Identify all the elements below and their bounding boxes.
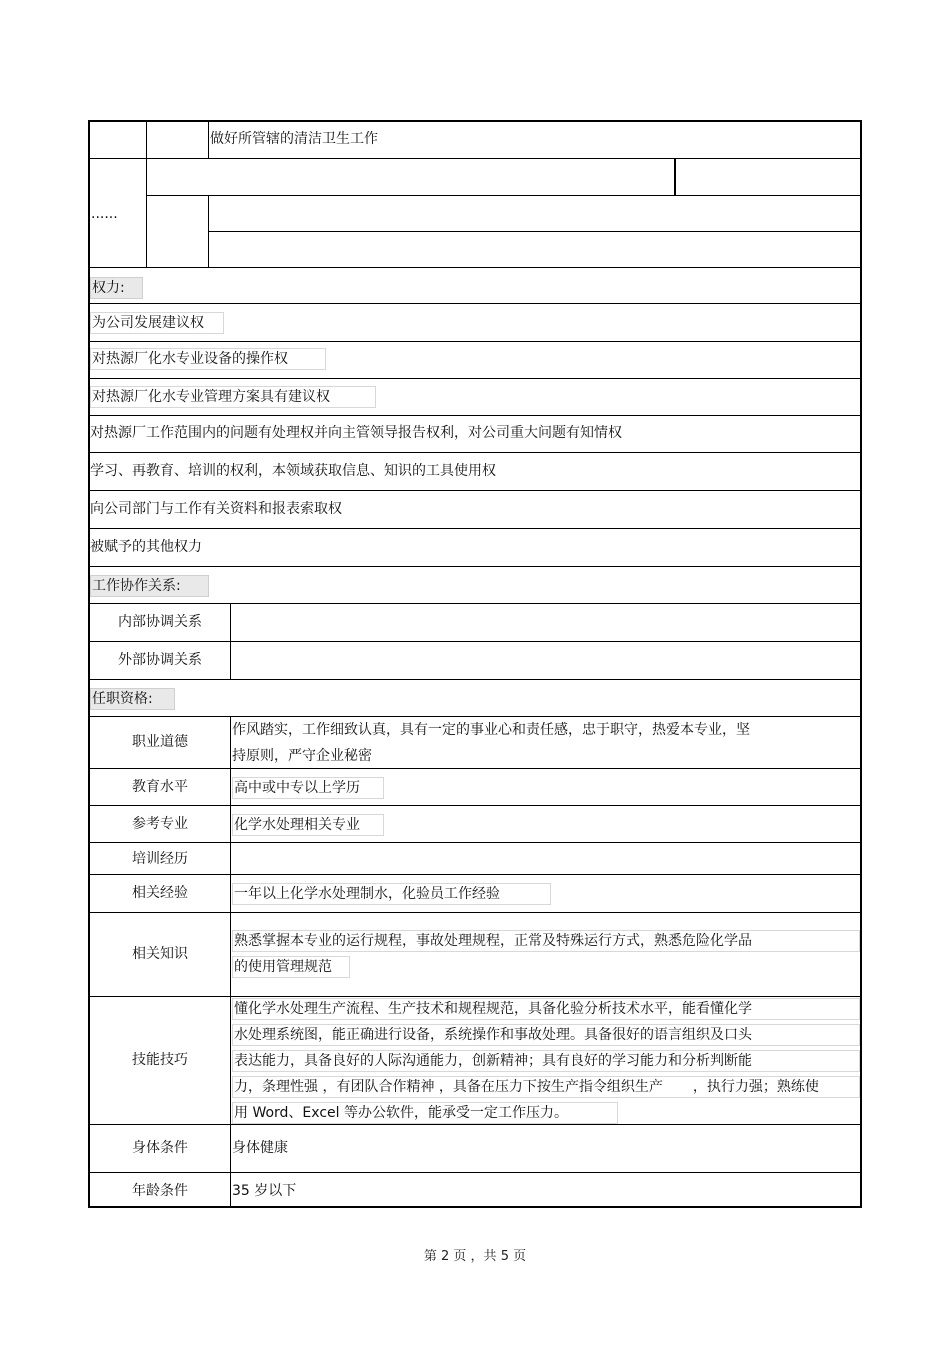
rule — [90, 603, 862, 604]
rule — [90, 716, 862, 717]
experience-label: 相关经验 — [132, 885, 188, 901]
ethics-label: 职业道德 — [132, 734, 188, 750]
powers-header: 权力: — [90, 277, 143, 299]
rule — [90, 641, 862, 642]
age-value: 35 岁以下 — [232, 1183, 297, 1199]
rule — [90, 341, 862, 342]
rule — [90, 912, 862, 913]
experience-value: 一年以上化学水处理制水，化验员工作经验 — [232, 883, 551, 905]
training-label: 培训经历 — [132, 851, 188, 867]
skills-text — [232, 1076, 860, 1098]
rule — [90, 805, 862, 806]
age-label: 年龄条件 — [132, 1183, 188, 1199]
skills-text: 懂化学水处理生产流程、生产技术和规程规范，具备化验分析技术水平，能看懂化学 — [232, 998, 860, 1020]
rule — [208, 231, 862, 232]
rule — [90, 415, 862, 416]
rule — [90, 768, 862, 769]
skills-text-part: 力，条理性强 ，有团队合作精神 ，具备在压力下按生产指令组织生产 — [234, 1079, 663, 1095]
major-label: 参考专业 — [132, 816, 188, 832]
internal-coordination-label: 内部协调关系 — [118, 614, 202, 630]
knowledge-label: 相关知识 — [132, 946, 188, 962]
rule — [90, 1124, 862, 1125]
health-label: 身体条件 — [132, 1140, 188, 1156]
ellipsis-text: ...... — [91, 206, 118, 222]
skills-text: 表达能力，具备良好的人际沟通能力，创新精神；具有良好的学习能力和分析判断能 — [232, 1050, 860, 1072]
power-item: 对热源厂工作范围内的问题有处理权并向主管领导报告权利，对公司重大问题有知情权 — [90, 425, 622, 441]
rule — [90, 378, 862, 379]
rule — [674, 158, 676, 195]
knowledge-text: 的使用管理规范 — [232, 956, 350, 978]
rule — [90, 528, 862, 529]
major-value: 化学水处理相关专业 — [232, 814, 384, 836]
education-value: 高中或中专以上学历 — [232, 777, 384, 799]
skills-label: 技能技巧 — [132, 1052, 188, 1068]
power-item: 向公司部门与工作有关资料和报表索取权 — [90, 501, 342, 517]
rule — [208, 122, 209, 158]
rule — [90, 158, 146, 159]
ethics-text: 作风踏实，工作细致认真，具有一定的事业心和责任感，忠于职守，热爱本专业，坚 — [232, 722, 750, 738]
power-item: 对热源厂化水专业设备的操作权 — [90, 348, 326, 370]
rule — [90, 996, 862, 997]
skills-text: 水处理系统图，能正确进行设备，系统操作和事故处理。具备很好的语言组织及口头 — [232, 1024, 860, 1046]
skills-text-part: ，执行力强；熟练使 — [692, 1079, 819, 1095]
rule — [208, 195, 209, 267]
rule — [90, 303, 862, 304]
rule — [230, 603, 231, 679]
power-item: 为公司发展建议权 — [90, 312, 224, 334]
job-description-table — [88, 120, 862, 1208]
rule — [146, 195, 862, 196]
rule — [90, 842, 862, 843]
qualifications-header: 任职资格: — [90, 688, 175, 710]
cooperation-header: 工作协作关系: — [90, 575, 209, 597]
rule — [90, 490, 862, 491]
rule — [90, 566, 862, 567]
power-item: 学习、再教育、培训的权利，本领域获取信息、知识的工具使用权 — [90, 463, 496, 479]
rule — [90, 874, 862, 875]
rule — [90, 679, 862, 680]
rule — [90, 1172, 862, 1173]
knowledge-text: 熟悉掌握本专业的运行规程，事故处理规程，正常及特殊运行方式，熟悉危险化学品 — [232, 930, 860, 952]
skills-text: 用 Word、Excel 等办公软件，能承受一定工作压力。 — [232, 1102, 618, 1124]
external-coordination-label: 外部协调关系 — [118, 652, 202, 668]
health-value: 身体健康 — [232, 1140, 288, 1156]
rule — [90, 267, 862, 268]
power-item: 被赋予的其他权力 — [90, 539, 202, 555]
page-footer: 第 2 页 ，共 5 页 — [423, 1249, 527, 1264]
education-label: 教育水平 — [132, 779, 188, 795]
rule — [90, 452, 862, 453]
rule — [146, 158, 862, 159]
ethics-text: 持原则，严守企业秘密 — [232, 748, 372, 764]
power-item: 对热源厂化水专业管理方案具有建议权 — [90, 386, 376, 408]
duty-text: 做好所管辖的清洁卫生工作 — [210, 131, 378, 147]
rule — [230, 716, 231, 1208]
rule — [146, 122, 147, 267]
